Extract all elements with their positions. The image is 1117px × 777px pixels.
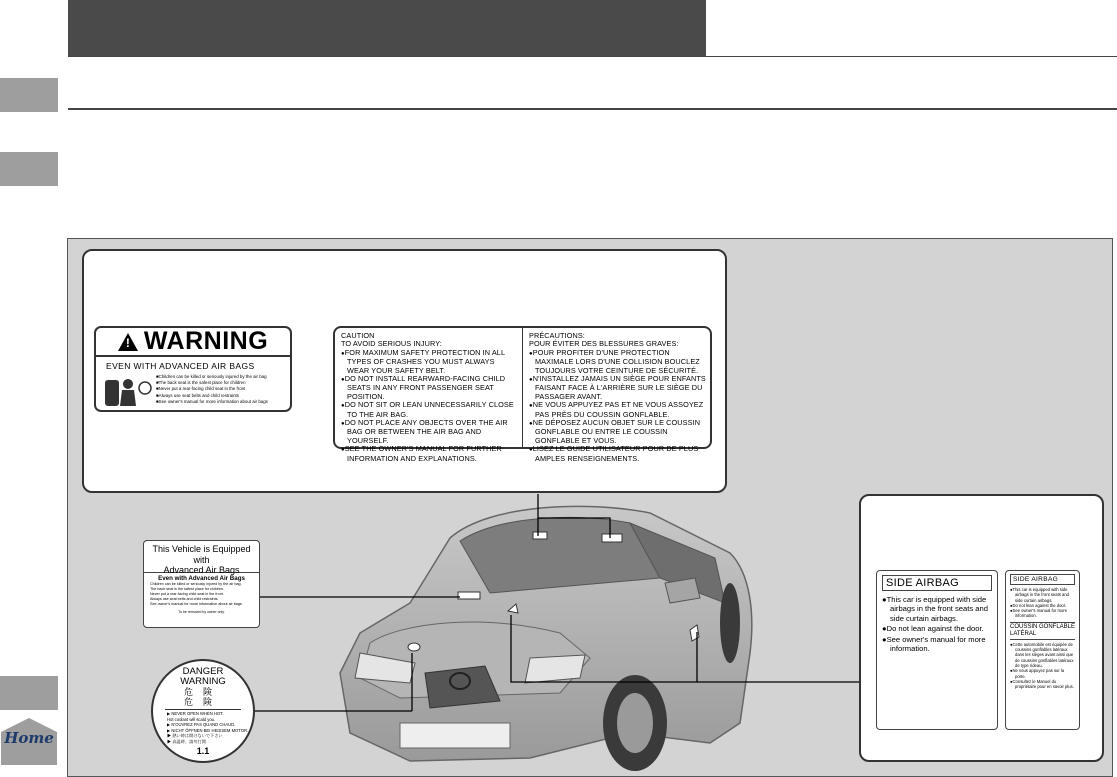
section-divider: [68, 108, 1117, 110]
side-tab-index[interactable]: [0, 676, 58, 710]
side-airbag-item: ● Do not lean against the door.: [882, 624, 992, 633]
home-button-label[interactable]: Home: [4, 729, 54, 747]
caution-item: ● SEE THE OWNER'S MANUAL FOR FURTHER INFORMATION AND EXPLANATIONS.: [341, 445, 518, 463]
caution-item: ● DO NOT SIT OR LEAN UNNECESSARILY CLOSE TO THE AIR BAG.: [341, 401, 518, 419]
side-airbag-bilingual-item: ● This car is equipped with side airbags in the front seats and side curtain airbags.: [1010, 587, 1075, 603]
warning-item: ■ Always use seat belts and child restraints: [156, 393, 268, 399]
danger-kanji: 危険: [183, 687, 222, 697]
caution-title: CAUTION: [341, 331, 375, 340]
side-airbag-bilingual-label: [1005, 570, 1080, 730]
coussin-heading: [1010, 622, 1075, 640]
side-airbag-item: ● See owner's manual for more information.: [882, 635, 992, 654]
warning-label: [94, 326, 292, 412]
warning-heading-text: WARNING: [143, 327, 269, 355]
car-illustration: [330, 483, 760, 777]
side-tab-chapter[interactable]: [0, 152, 58, 186]
caution-item: ● DO NOT INSTALL REARWARD-FACING CHILD SEATS IN ANY FRONT PASSENGER SEAT POSITION.: [341, 375, 518, 401]
side-airbag-bilingual-heading: SIDE AIRBAG: [1010, 574, 1075, 585]
warning-list: [156, 374, 268, 410]
danger-line: ▶ N'OUVREZ PAS QUAND CHAUD.: [167, 722, 236, 728]
precaution-item: ● POUR PROFITER D'UNE PROTECTION MAXIMALE LORS D'UNE COLLISION BOUCLEZ TOUJOURS VOTRE CEINTURE DE SÉCURITÉ.: [529, 349, 706, 375]
coussin-heading-line2: LATÉRAL: [1010, 630, 1037, 637]
coussin-item: ● Ne vous appuyez pas sur la porte.: [1010, 668, 1075, 679]
danger-line: ▶ 熱い時は開けないで下さい: [167, 733, 223, 739]
advanced-airbags-footer: To be removed by owner only.: [178, 610, 225, 615]
advanced-airbags-title-line2: Advanced Air Bags: [163, 565, 240, 575]
chapter-header-band: [68, 0, 706, 56]
precaution-item: ● N'INSTALLEZ JAMAIS UN SIÈGE POUR ENFANTS FAISANT FACE À L'ARRIÈRE SUR LE SIÈGE DU PASSAGER AVANT.: [529, 375, 706, 401]
danger-word: DANGER: [182, 666, 224, 677]
precaution-item: ● NE DÉPOSEZ AUCUN OBJET SUR LE COUSSIN GONFLABLE OU ENTRE LE COUSSIN GONFLABLE ET VOUS.: [529, 419, 706, 445]
advanced-airbags-title: [144, 541, 259, 573]
danger-kanji: 危険: [183, 697, 222, 707]
precaution-item: ● NE VOUS APPUYEZ PAS ET NE VOUS ASSOYEZ PAS PRÈS DU COUSSIN GONFLABLE.: [529, 401, 706, 419]
radiator-cap-danger-label: [151, 659, 255, 763]
warning-item: ■ Children can be killed or seriously injured by the air bag: [156, 374, 268, 380]
side-airbag-bilingual-item: ● Do not lean against the door.: [1010, 603, 1075, 608]
danger-line: ▶ NICHT ÖFFNEN BEI HEISSEM MOTOR.: [167, 727, 249, 733]
caution-label: [333, 326, 712, 463]
header-divider: [68, 56, 1117, 57]
caution-french-column: [522, 328, 710, 463]
warning-word: WARNING: [180, 676, 226, 687]
precautions-title: PRÉCAUTIONS:: [529, 331, 585, 340]
warning-triangle-icon: [118, 333, 138, 351]
side-airbag-heading: SIDE AIRBAG: [882, 575, 992, 591]
danger-line: Hot coolant will scald you.: [167, 716, 216, 722]
advanced-airbags-subtitle: Even with Advanced Air Bags: [158, 575, 245, 582]
side-airbag-item: ● This car is equipped with side airbags in the front seats and side curtain airbags.: [882, 595, 992, 623]
warning-heading: [96, 328, 290, 357]
side-airbag-bilingual-item: ● See owner's manual for more information.: [1010, 608, 1075, 619]
danger-line: ▶ 高温時、請勿打開: [167, 738, 206, 744]
advanced-airbags-label: [143, 540, 260, 628]
precautions-subtitle: POUR ÉVITER DES BLESSURES GRAVES:: [529, 339, 679, 349]
caution-item: ● FOR MAXIMUM SAFETY PROTECTION IN ALL TYPES OF CRASHES YOU MUST ALWAYS WEAR YOUR SAFETY BELT.: [341, 349, 518, 375]
advanced-airbags-line: The back seat is the safest place for children.: [150, 587, 224, 592]
child-seat-airbag-icon: [102, 374, 152, 410]
caution-subtitle: TO AVOID SERIOUS INJURY:: [341, 339, 442, 349]
advanced-airbags-line: Never put a rear-facing child seat in the front.: [150, 592, 224, 597]
coussin-heading-line1: COUSSIN GONFLABLE: [1010, 623, 1076, 630]
advanced-airbags-line: Always use seat belts and child restraints.: [150, 597, 219, 602]
warning-subheading: EVEN WITH ADVANCED AIR BAGS: [106, 361, 255, 371]
coussin-item: ● Consultez le Manuel du propriétaire pour en savoir plus.: [1010, 679, 1075, 690]
caution-english-column: [335, 328, 522, 463]
side-tab-contents[interactable]: [0, 78, 58, 112]
advanced-airbags-line: See owner's manual for more information about air bags.: [150, 602, 243, 607]
precaution-item: ● LISEZ LE GUIDE UTILISATEUR POUR DE PLUS AMPLES RENSEIGNEMENTS.: [529, 445, 706, 463]
warning-item: ■ Never put a rear-facing child seat in the front: [156, 386, 268, 392]
advanced-airbags-line: Children can be killed or seriously injured by the air bag.: [150, 582, 242, 586]
coussin-item: ● Cette automobile est équipée de coussins gonflables latéraux dans les sièges avant ainsi que de coussins gonflables latéraux de type rideau.: [1010, 642, 1075, 668]
danger-line: ▶ NEVER OPEN WHEN HOT.: [167, 711, 224, 716]
advanced-airbags-title-line1: This Vehicle is Equipped with: [152, 544, 251, 565]
caution-item: ● DO NOT PLACE ANY OBJECTS OVER THE AIR BAG OR BETWEEN THE AIR BAG AND YOURSELF.: [341, 419, 518, 445]
warning-item: ■ See owner's manual for more information about air bags: [156, 399, 268, 405]
danger-pressure-number: 1.1: [196, 745, 210, 756]
warning-item: ■ The back seat is the safest place for children: [156, 380, 268, 386]
side-airbag-label: [876, 570, 998, 730]
